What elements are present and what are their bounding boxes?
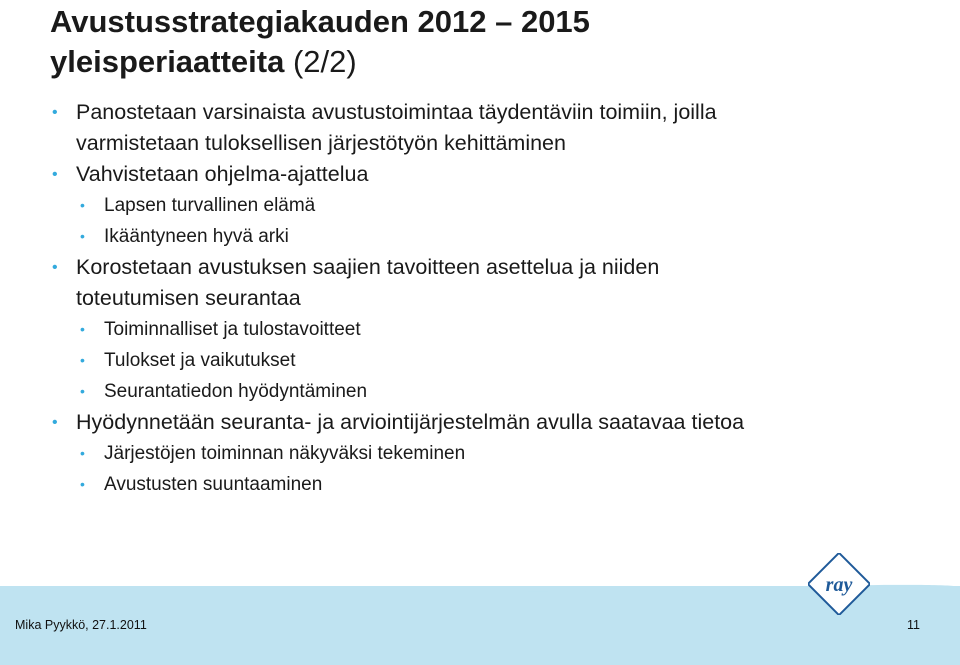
bullet-item [0,252,960,314]
bullet-dot-icon: • [52,414,58,431]
bullet-dot-icon: • [52,104,58,121]
bullet-dot-icon: • [80,383,85,399]
bullet-text-line: Avustusten suuntaaminen [104,474,323,495]
bullet-text-line: Seurantatiedon hyödyntäminen [104,381,368,402]
page-number: 11 [907,618,920,632]
slide-title-line1: Avustusstrategiakauden 2012 – 2015 [50,4,590,39]
slide-title [50,2,590,82]
bullet-dot-icon: • [80,197,85,213]
footer-author-date: Mika Pyykkö, 27.1.2011 [15,618,147,632]
sub-bullet-item [0,221,960,252]
bullet-dot-icon: • [80,321,85,337]
bullet-dot-icon: • [80,476,85,492]
sub-bullet-item [0,345,960,376]
bullet-dot-icon: • [80,352,85,368]
bullet-item [0,407,960,438]
slide-title-line2: yleisperiaatteita [50,44,285,79]
bullet-text-line: Ikääntyneen hyvä arki [104,226,289,247]
bullet-text-line: Lapsen turvallinen elämä [104,195,316,216]
bullet-text-line: Järjestöjen toiminnan näkyväksi tekeminen [104,443,466,464]
ray-logo-text: ray [825,574,853,596]
bullet-item [0,159,960,190]
bullet-text-line: toteutumisen seurantaa [76,286,301,310]
bullet-text-line: Korostetaan avustuksen saajien tavoitteen asettelua ja niiden [76,255,660,279]
bullet-text-line: Toiminnalliset ja tulostavoitteet [104,319,361,340]
bullet-text-line: Hyödynnetään seuranta- ja arviointijärjestelmän avulla saatavaa tietoa [76,410,745,434]
bullet-dot-icon: • [52,259,58,276]
bullet-dot-icon: • [80,228,85,244]
bullet-dot-icon: • [52,166,58,183]
bullet-text-line: Tulokset ja vaikutukset [104,350,296,371]
sub-bullet-item [0,376,960,407]
bullet-text-line: Vahvistetaan ohjelma-ajattelua [76,162,369,186]
slide-title-part: (2/2) [284,44,357,79]
sub-bullet-item [0,190,960,221]
bullet-dot-icon: • [80,445,85,461]
ray-logo [808,553,870,615]
bullet-text-line: Panostetaan varsinaista avustustoimintaa täydentäviin toimiin, joilla [76,100,717,124]
sub-bullet-item [0,314,960,345]
bullet-text-line: varmistetaan tuloksellisen järjestötyön kehittäminen [76,131,566,155]
bullet-list [0,97,960,500]
sub-bullet-item [0,438,960,469]
bullet-item [0,97,960,159]
sub-bullet-item [0,469,960,500]
